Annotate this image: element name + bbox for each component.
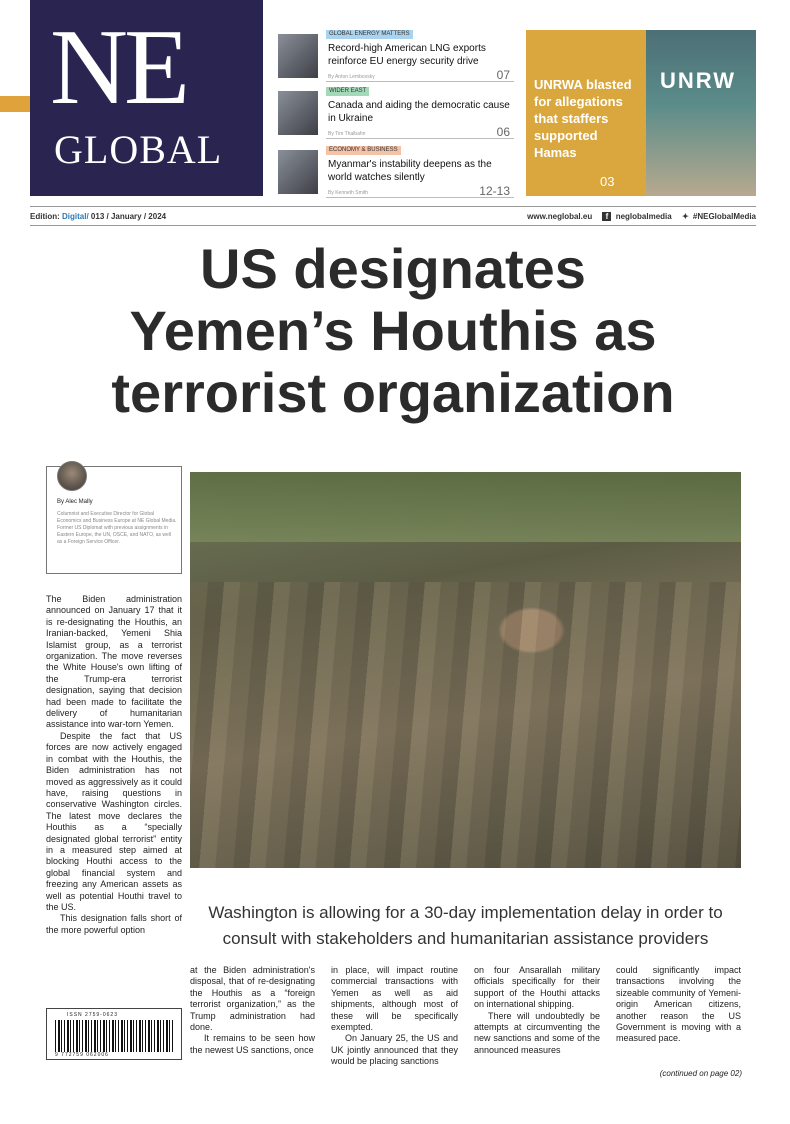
- article-paragraph: at the Biden administration's disposal, that of re-designating the Houthis as a “foreign terrorist organization,” as the Trump administration had done.: [190, 965, 315, 1033]
- edition-bar: [30, 206, 756, 226]
- barcode-bars: [55, 1020, 173, 1052]
- teaser-divider: [326, 138, 514, 139]
- teaser-page: 07: [496, 68, 510, 82]
- article-column-4: [474, 965, 600, 1056]
- author-bio: Columnist and Executive Director for Global Economics and Business Europe at NE Global Media. Former US Diplomat with previous assignments in Eastern Europe, the UN, OSCE, and NATO, as well as a Foreign Service Officer.: [57, 511, 177, 545]
- article-column-2: [190, 965, 315, 1056]
- teaser-byline: By Anton Lembovsky: [328, 74, 375, 80]
- twitter-icon: ✦: [681, 212, 689, 221]
- article-paragraph: On January 25, the US and UK jointly announced that they would be placing sanctions: [331, 1033, 458, 1067]
- feature-title: UNRWA blasted for allegations that staffers supported Hamas: [534, 77, 632, 160]
- edition-type: Digital/: [62, 212, 89, 221]
- masthead-brand-top: NE: [50, 8, 186, 127]
- feature-photo-logo: UNRW: [660, 68, 737, 93]
- main-photo: [190, 472, 741, 868]
- teaser-item[interactable]: [274, 87, 514, 139]
- teaser-divider: [326, 81, 514, 82]
- article-paragraph: This designation falls short of the more powerful option: [46, 913, 182, 935]
- article-paragraph: There will undoubtedly be attempts at circumventing the new sanctions and some of the announced measures: [474, 1010, 600, 1055]
- barcode-number: 9 772759 062006: [55, 1052, 109, 1058]
- headline-line: US designates: [200, 237, 586, 300]
- pull-quote: Washington is allowing for a 30-day implementation delay in order to consult with stakeholders and humanitarian assistance providers: [208, 903, 723, 948]
- website-link[interactable]: www.neglobal.eu: [527, 212, 593, 221]
- masthead-logo[interactable]: [30, 0, 263, 196]
- feature-teaser[interactable]: [526, 30, 756, 196]
- teaser-thumbnail: [278, 34, 318, 78]
- social-links: [527, 212, 756, 221]
- article-paragraph: The Biden administration announced on January 17 that it is re-designating the Houthis, an Iranian-backed, Yemeni Shia Islamist group, as a terrorist organization. The move reverses the White House's own lifting of the Trump-era terrorist designation, saying that decision had been made to facilitate the delivery of humanitarian assistance into war-torn Yemen.: [46, 594, 182, 730]
- article-column-3: [331, 965, 458, 1068]
- edition-number-date: 013 / January / 2024: [90, 212, 167, 221]
- teaser-divider: [326, 197, 514, 198]
- teaser-tag: ECONOMY & BUSINESS: [326, 146, 401, 155]
- feature-photo: [646, 30, 756, 196]
- author-name: By Alec Mally: [57, 499, 93, 505]
- headline-line: terrorist organization: [111, 361, 675, 424]
- edition-label: Edition:: [30, 212, 60, 221]
- teaser-tag: WIDER EAST: [326, 87, 369, 96]
- photo-background: [190, 472, 741, 542]
- article-paragraph: could significantly impact transactions involving the sizeable community of Yemeni-origin American citizens, another reason the US Government is moving with a measured pace.: [616, 965, 741, 1044]
- article-paragraph: on four Ansarallah military officials specifically for their support of the Houthi attacks on international shipping.: [474, 965, 600, 1010]
- main-headline: [30, 238, 756, 424]
- feature-page: 03: [600, 174, 615, 189]
- teaser-title: Canada and aiding the democratic cause in Ukraine: [328, 100, 510, 124]
- teaser-thumbnail: [278, 91, 318, 135]
- teaser-byline: By Kenneth Smith: [328, 190, 369, 196]
- teaser-item[interactable]: [274, 146, 514, 198]
- issn-barcode: [46, 1008, 182, 1060]
- headline-line: Yemen’s Houthis as: [129, 299, 657, 362]
- photo-crowd: [190, 582, 741, 868]
- article-paragraph: It remains to be seen how the newest US sanctions, once: [190, 1033, 315, 1055]
- facebook-icon: f: [602, 212, 611, 221]
- teaser-tag: GLOBAL ENERGY MATTERS: [326, 30, 413, 39]
- teaser-title: Record-high American LNG exports reinforce EU energy security drive: [328, 43, 486, 67]
- teaser-thumbnail: [278, 150, 318, 194]
- masthead-brand-bottom: GLOBAL: [54, 127, 223, 172]
- article-column-5: [616, 965, 741, 1045]
- issn-number: ISSN 2759-0623: [67, 1012, 118, 1018]
- teaser-byline: By Tim Thalbahn: [328, 131, 366, 137]
- decorative-bar: [0, 96, 30, 112]
- article-column-1: [46, 594, 182, 936]
- teaser-page: 06: [496, 125, 510, 139]
- teaser-title: Myanmar's instability deepens as the world watches silently: [328, 159, 492, 183]
- facebook-link[interactable]: neglobalmedia: [615, 212, 672, 221]
- twitter-link[interactable]: #NEGlobalMedia: [692, 212, 756, 221]
- teaser-page: 12-13: [479, 184, 510, 198]
- author-avatar: [57, 461, 87, 491]
- teaser-item[interactable]: [274, 30, 514, 82]
- article-paragraph: in place, will impact routine commercial transactions with Yemen as well as aid shipments, although most of these will be specifically exempted.: [331, 965, 458, 1033]
- continued-note[interactable]: (continued on page 02): [659, 1069, 742, 1078]
- edition-info: [30, 212, 166, 221]
- author-box: [46, 466, 182, 574]
- article-paragraph: Despite the fact that US forces are now actively engaged in combat with the Houthis, the Biden administration has not moved as aggressively as it could have, raising questions in conservative Washington circles. The latest move declares the Houthis as a “specially designated global terrorist” entity in a measured step aimed at blocking Houthi access to the global financial system and freezing any American assets as well as potential Houthi travel to the US.: [46, 730, 182, 912]
